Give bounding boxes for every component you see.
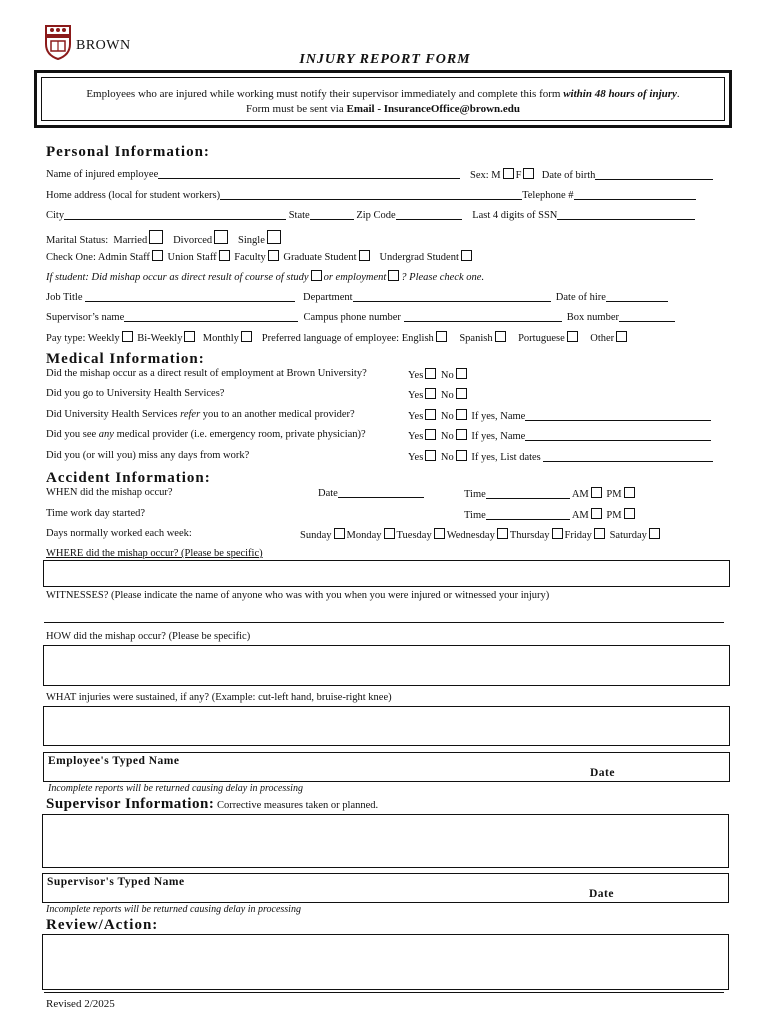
box-label: Box number — [566, 312, 619, 323]
medical-q5: Did you (or will you) miss any days from work? — [46, 450, 250, 461]
workday-am-label: AM — [571, 510, 589, 521]
q4-text-b: medical provider (i.e. emergency room, private physician)? — [113, 429, 366, 440]
day-friday-label: Friday — [564, 530, 592, 541]
undergrad-checkbox[interactable] — [461, 250, 472, 261]
q1-no-label: No — [440, 370, 454, 381]
q3-yes-checkbox[interactable] — [425, 409, 436, 420]
q3-name-input[interactable] — [525, 410, 711, 421]
q4-yes-label: Yes — [408, 431, 424, 442]
spanish-label: Spanish — [459, 333, 493, 344]
q4-name-input[interactable] — [525, 430, 711, 441]
notice-period: . — [676, 88, 680, 100]
notice-send-text: Form must be sent via — [245, 103, 347, 115]
day-sunday-label: Sunday — [300, 530, 332, 541]
address-label: Home address (local for student workers) — [46, 190, 221, 201]
q2-no-checkbox[interactable] — [456, 388, 467, 399]
when-pm-checkbox[interactable] — [624, 487, 635, 498]
review-action-input[interactable] — [42, 934, 729, 990]
q2-no-label: No — [440, 390, 454, 401]
spanish-checkbox[interactable] — [495, 331, 506, 342]
zip-label: Zip Code — [356, 210, 396, 221]
faculty-label: Faculty — [234, 252, 266, 263]
language-label: Preferred language of employee: English — [261, 333, 434, 344]
union-staff-checkbox[interactable] — [219, 250, 230, 261]
medical-q2: Did you go to University Health Services? — [46, 388, 225, 399]
days-label: Days normally worked each week: — [46, 528, 192, 539]
sex-f-checkbox[interactable] — [523, 168, 534, 179]
jobtitle-input[interactable] — [85, 291, 295, 302]
other-label: Other — [590, 333, 615, 344]
witnesses-label: WITNESSES? (Please indicate the name of anyone who was with you when you were injured or witnessed your injury) — [46, 590, 550, 601]
employee-date-label: Date — [590, 767, 615, 779]
single-label: Single — [238, 235, 265, 246]
workday-am-checkbox[interactable] — [591, 508, 602, 519]
q4-text-a: Did you see — [46, 429, 99, 440]
when-time-label: Time — [464, 489, 486, 500]
weekly-checkbox[interactable] — [122, 331, 133, 342]
workday-pm-label: PM — [606, 510, 622, 521]
q5-yes-checkbox[interactable] — [425, 450, 436, 461]
q2-yes-label: Yes — [408, 390, 424, 401]
medical-q3 — [46, 409, 355, 420]
notice-deadline: within 48 hours of injury — [563, 88, 677, 100]
when-am-label: AM — [571, 489, 589, 500]
q3-no-checkbox[interactable] — [456, 409, 467, 420]
day-thursday-label: Thursday — [509, 530, 550, 541]
notice-box — [34, 70, 732, 128]
how-label: HOW did the mishap occur? (Please be specific) — [46, 631, 251, 642]
phone-label: Telephone # — [522, 190, 574, 201]
q3-yes-label: Yes — [408, 411, 424, 422]
day-wednesday-checkbox[interactable] — [497, 528, 508, 539]
zip-input[interactable] — [396, 209, 462, 220]
workday-time-label: Time — [464, 510, 486, 521]
q3-text-a: Did University Health Services — [46, 409, 181, 420]
supervisor-label: Supervisor’s name — [46, 312, 125, 323]
supervisor-heading: Supervisor Information: — [46, 796, 215, 812]
workday-pm-checkbox[interactable] — [624, 508, 635, 519]
when-date-input[interactable] — [338, 487, 424, 498]
portuguese-checkbox[interactable] — [567, 331, 578, 342]
paytype-label: Pay type: Weekly — [46, 333, 120, 344]
employee-incomplete-note: Incomplete reports will be returned causing delay in processing — [48, 783, 303, 794]
when-date-label: Date — [318, 488, 338, 499]
box-input[interactable] — [619, 311, 675, 322]
day-friday-checkbox[interactable] — [594, 528, 605, 539]
day-monday-checkbox[interactable] — [384, 528, 395, 539]
student-question: If student: Did mishap occur as direct result of course of study — [46, 272, 309, 283]
ssn-input[interactable] — [557, 209, 695, 220]
medical-q4 — [46, 429, 366, 440]
corrective-measures-input[interactable] — [42, 814, 729, 868]
q2-yes-checkbox[interactable] — [425, 388, 436, 399]
day-saturday-checkbox[interactable] — [649, 528, 660, 539]
brand-name: BROWN — [76, 38, 131, 53]
q4-ifyes-label: If yes, Name — [471, 431, 526, 442]
day-wednesday-label: Wednesday — [446, 530, 495, 541]
when-pm-label: PM — [606, 489, 622, 500]
department-label: Department — [302, 292, 353, 303]
days-group — [300, 528, 662, 541]
admin-staff-checkbox[interactable] — [152, 250, 163, 261]
grad-label: Graduate Student — [283, 252, 357, 263]
form-title: INJURY REPORT FORM — [299, 52, 471, 67]
city-label: City — [46, 210, 65, 221]
union-label: Union Staff — [167, 252, 217, 263]
undergrad-label: Undergrad Student — [379, 252, 459, 263]
single-checkbox[interactable] — [267, 230, 281, 244]
supervisor-name-box[interactable] — [42, 873, 729, 903]
medical-heading: Medical Information: — [46, 351, 205, 367]
q5-no-checkbox[interactable] — [456, 450, 467, 461]
address-input[interactable] — [220, 189, 522, 200]
supervisor-typed-label: Supervisor's Typed Name — [47, 876, 185, 888]
q4-text-em: any — [98, 429, 114, 440]
medical-q1: Did the mishap occur as a direct result of employment at Brown University? — [46, 368, 367, 379]
q1-yes-checkbox[interactable] — [425, 368, 436, 379]
employment-checkbox[interactable] — [388, 270, 399, 281]
q5-no-label: No — [440, 452, 454, 463]
grad-student-checkbox[interactable] — [359, 250, 370, 261]
other-checkbox[interactable] — [616, 331, 627, 342]
monthly-label: Monthly — [202, 333, 239, 344]
campus-phone-input[interactable] — [404, 311, 562, 322]
q5-dates-input[interactable] — [543, 451, 713, 462]
day-tuesday-label: Tuesday — [396, 530, 432, 541]
how-input[interactable] — [43, 645, 730, 686]
marital-label: Marital Status: — [46, 235, 109, 246]
biweekly-checkbox[interactable] — [184, 331, 195, 342]
married-label: Married — [113, 235, 148, 246]
supervisor-input[interactable] — [124, 311, 298, 322]
ssn-label: Last 4 digits of SSN — [472, 210, 558, 221]
q5-ifyes-label: If yes, List dates — [471, 452, 541, 463]
faculty-checkbox[interactable] — [268, 250, 279, 261]
supervisor-date-label: Date — [589, 888, 614, 900]
day-tuesday-checkbox[interactable] — [434, 528, 445, 539]
sex-label: Sex: M — [470, 170, 501, 181]
notice-text: Employees who are injured while working must notify their supervisor immediately and complete this form — [86, 88, 564, 100]
where-input[interactable] — [43, 560, 730, 587]
when-label: WHEN did the mishap occur? — [46, 487, 173, 498]
review-underline — [44, 992, 724, 993]
personal-heading: Personal Information: — [46, 144, 210, 160]
state-label: State — [288, 210, 310, 221]
sex-m-checkbox[interactable] — [503, 168, 514, 179]
day-sunday-checkbox[interactable] — [334, 528, 345, 539]
day-thursday-checkbox[interactable] — [552, 528, 563, 539]
english-checkbox[interactable] — [436, 331, 447, 342]
q1-yes-label: Yes — [408, 370, 424, 381]
divorced-checkbox[interactable] — [214, 230, 228, 244]
when-time-input[interactable] — [486, 488, 570, 499]
dob-input[interactable] — [595, 169, 713, 180]
where-label: WHERE did the mishap occur? (Please be specific) — [46, 548, 263, 559]
review-heading: Review/Action: — [46, 917, 159, 933]
q1-no-checkbox[interactable] — [456, 368, 467, 379]
dob-label: Date of birth — [541, 170, 596, 181]
workday-label: Time work day started? — [46, 508, 146, 519]
employee-name-box[interactable] — [43, 752, 730, 782]
q5-yes-label: Yes — [408, 452, 424, 463]
q3-text-em: refer — [180, 409, 201, 420]
phone-input[interactable] — [574, 189, 696, 200]
jobtitle-label: Job Title — [46, 292, 83, 303]
sex-f-label: F — [515, 170, 522, 181]
hire-input[interactable] — [606, 291, 668, 302]
accident-heading: Accident Information: — [46, 470, 211, 486]
married-checkbox[interactable] — [149, 230, 163, 244]
witnesses-input[interactable] — [44, 622, 724, 623]
city-input[interactable] — [64, 209, 286, 220]
divorced-label: Divorced — [173, 235, 213, 246]
q3-no-label: No — [440, 411, 454, 422]
hire-label: Date of hire — [555, 292, 606, 303]
what-input[interactable] — [43, 706, 730, 746]
name-input[interactable] — [158, 168, 460, 179]
campus-phone-label: Campus phone number — [303, 312, 401, 323]
revised-date: Revised 2/2025 — [46, 998, 115, 1010]
portuguese-label: Portuguese — [518, 333, 565, 344]
what-label: WHAT injuries were sustained, if any? (Example: cut-left hand, bruise-right knee) — [46, 692, 392, 703]
checkone-label: Check One: Admin Staff — [46, 252, 150, 263]
q3-ifyes-label: If yes, Name — [471, 411, 526, 422]
workday-time-input[interactable] — [486, 509, 570, 520]
q4-no-checkbox[interactable] — [456, 429, 467, 440]
notice-email[interactable]: Email - InsuranceOffice@brown.edu — [346, 103, 521, 115]
supervisor-incomplete-note: Incomplete reports will be returned causing delay in processing — [46, 904, 301, 915]
day-monday-label: Monday — [346, 530, 382, 541]
employee-typed-label: Employee's Typed Name — [48, 755, 180, 767]
employment-label: or employment — [323, 272, 387, 283]
state-input[interactable] — [310, 209, 354, 220]
course-study-checkbox[interactable] — [311, 270, 322, 281]
monthly-checkbox[interactable] — [241, 331, 252, 342]
biweekly-label: Bi-Weekly — [137, 333, 183, 344]
supervisor-subtitle: Corrective measures taken or planned. — [216, 800, 379, 811]
q4-no-label: No — [440, 431, 454, 442]
check-one-note: ? Please check one. — [401, 272, 485, 283]
department-input[interactable] — [353, 291, 551, 302]
q3-text-b: you to an another medical provider? — [200, 409, 355, 420]
when-am-checkbox[interactable] — [591, 487, 602, 498]
q4-yes-checkbox[interactable] — [425, 429, 436, 440]
name-label: Name of injured employee — [46, 169, 159, 180]
day-saturday-label: Saturday — [609, 530, 647, 541]
